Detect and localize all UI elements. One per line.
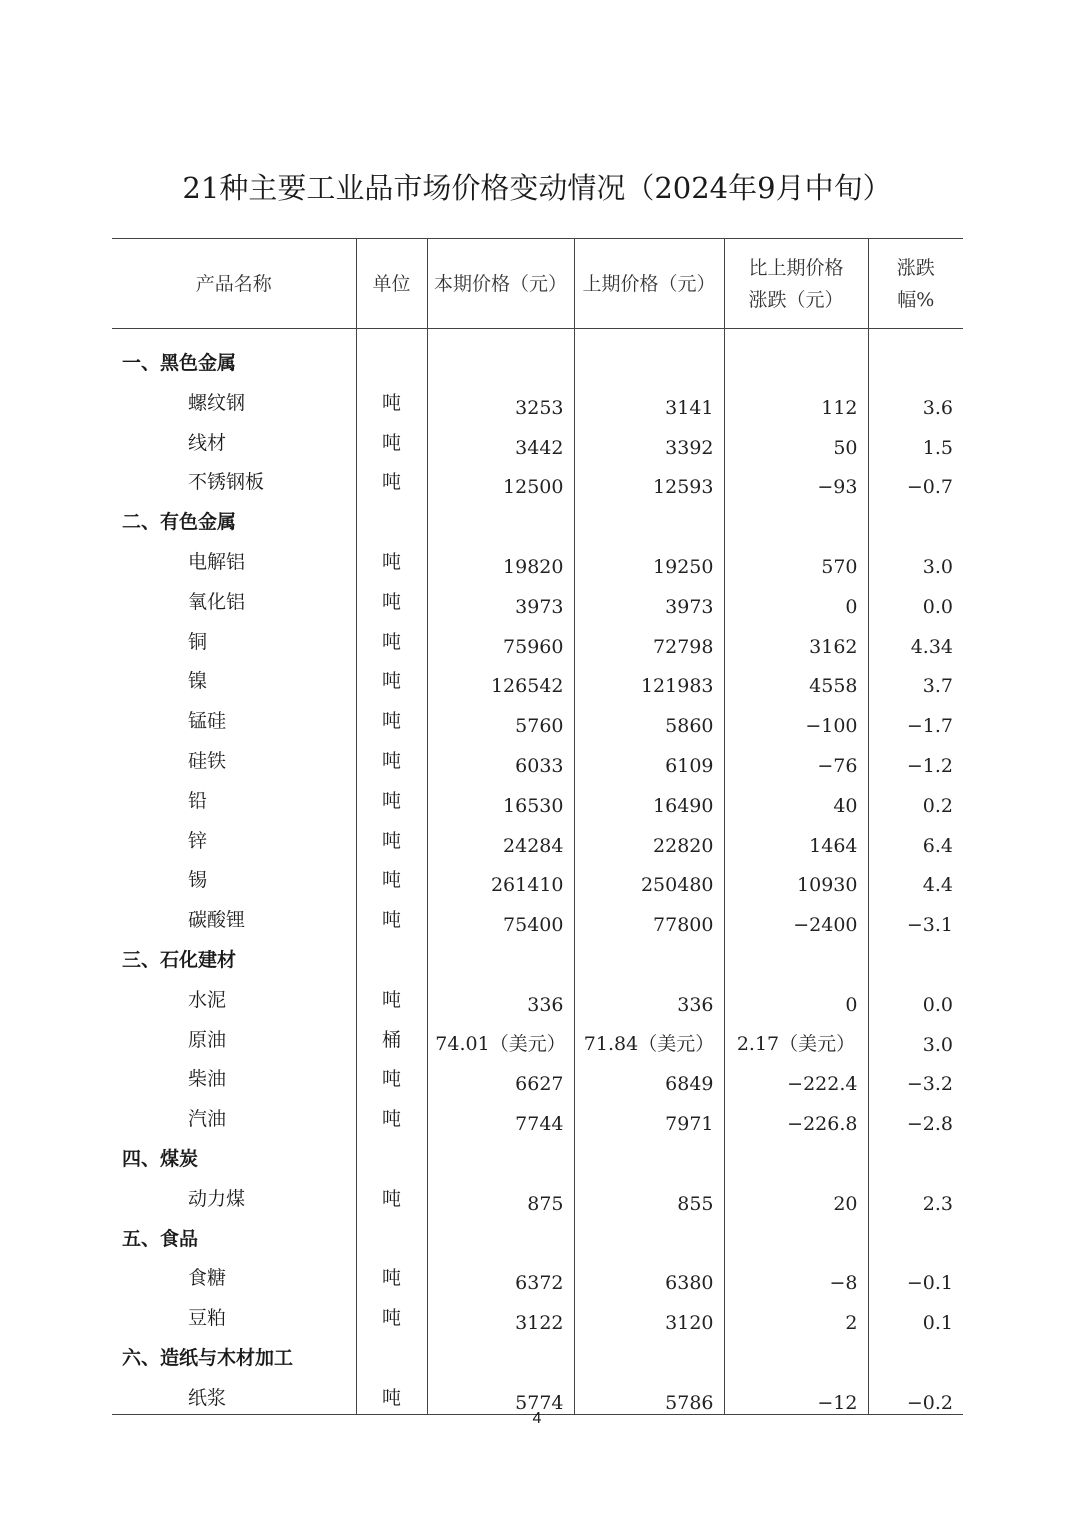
previous-price: 19250 [574, 538, 724, 578]
product-name: 豆粕 [188, 1307, 227, 1330]
previous-price: 3141 [574, 379, 724, 419]
price-change: 2 [724, 1294, 868, 1334]
product-name: 线材 [188, 431, 227, 454]
empty-cell [868, 1334, 963, 1374]
empty-cell [356, 1334, 427, 1374]
unit-cell: 吨 [356, 857, 427, 897]
previous-price: 3120 [574, 1294, 724, 1334]
empty-cell [427, 1215, 574, 1255]
unit-cell: 吨 [356, 777, 427, 817]
unit-cell: 吨 [356, 618, 427, 658]
change-percent: 0.2 [868, 777, 963, 817]
change-percent: 0.0 [868, 578, 963, 618]
header-change-line1: 比上期价格 [748, 256, 844, 279]
product-name: 锡 [188, 869, 208, 892]
empty-cell [574, 1135, 724, 1175]
header-pct-line1: 涨跌 [896, 256, 935, 279]
price-change: 3162 [724, 618, 868, 658]
price-change: −93 [724, 459, 868, 499]
unit-cell: 吨 [356, 1056, 427, 1096]
change-percent: −1.2 [868, 737, 963, 777]
empty-cell [868, 498, 963, 538]
price-change: 0 [724, 976, 868, 1016]
previous-price: 72798 [574, 618, 724, 658]
current-price: 24284 [427, 817, 574, 857]
table-row [112, 618, 963, 658]
product-name: 食糖 [188, 1267, 227, 1290]
previous-price: 6109 [574, 737, 724, 777]
table-header-row [112, 239, 963, 329]
product-name: 铅 [188, 789, 208, 812]
price-change: −226.8 [724, 1095, 868, 1135]
current-price: 3973 [427, 578, 574, 618]
category-name: 六、造纸与木材加工 [122, 1346, 294, 1369]
current-price: 6372 [427, 1255, 574, 1295]
empty-cell [356, 329, 427, 380]
change-percent: 3.7 [868, 658, 963, 698]
category-row [112, 1215, 963, 1255]
product-name: 螺纹钢 [188, 391, 246, 414]
previous-price: 77800 [574, 896, 724, 936]
empty-cell [574, 1334, 724, 1374]
empty-cell [427, 1334, 574, 1374]
empty-cell [574, 936, 724, 976]
product-name: 锰硅 [188, 710, 227, 733]
previous-price: 855 [574, 1175, 724, 1215]
empty-cell [356, 498, 427, 538]
change-percent: 3.6 [868, 379, 963, 419]
unit-cell: 吨 [356, 1175, 427, 1215]
header-current: 本期价格（元） [427, 239, 574, 329]
category-row [112, 498, 963, 538]
page-title: 21种主要工业品市场价格变动情况（2024年9月中旬） [182, 171, 892, 205]
category-name: 二、有色金属 [122, 511, 237, 534]
current-price: 3442 [427, 419, 574, 459]
table-row [112, 658, 963, 698]
unit-cell: 吨 [356, 419, 427, 459]
empty-cell [427, 1135, 574, 1175]
current-price: 7744 [427, 1095, 574, 1135]
previous-price: 7971 [574, 1095, 724, 1135]
current-price: 875 [427, 1175, 574, 1215]
unit-cell: 吨 [356, 976, 427, 1016]
table-row [112, 1294, 963, 1334]
unit-cell: 桶 [356, 1016, 427, 1056]
category-name: 三、石化建材 [122, 948, 237, 971]
table-row [112, 538, 963, 578]
header-change [724, 239, 868, 329]
header-previous: 上期价格（元） [574, 239, 724, 329]
product-name: 氧化铝 [188, 590, 246, 613]
change-percent: −2.8 [868, 1095, 963, 1135]
product-name: 纸浆 [112, 1374, 356, 1414]
table-row [112, 379, 963, 419]
table-row [112, 1175, 963, 1215]
unit-cell: 吨 [356, 817, 427, 857]
previous-price: 16490 [574, 777, 724, 817]
empty-cell [427, 498, 574, 538]
previous-price: 5786 [574, 1374, 724, 1414]
price-change: 20 [724, 1175, 868, 1215]
empty-cell [427, 329, 574, 380]
price-change: 112 [724, 379, 868, 419]
table-row [112, 737, 963, 777]
price-table [112, 238, 963, 1415]
unit-cell: 吨 [356, 1255, 427, 1295]
unit-cell: 吨 [356, 697, 427, 737]
empty-cell [868, 1215, 963, 1255]
unit-cell: 吨 [356, 737, 427, 777]
change-percent: −1.7 [868, 697, 963, 737]
price-change: 10930 [724, 857, 868, 897]
price-change: 570 [724, 538, 868, 578]
header-unit: 单位 [356, 239, 427, 329]
change-percent: 1.5 [868, 419, 963, 459]
change-percent: 6.4 [868, 817, 963, 857]
product-name: 水泥 [188, 988, 227, 1011]
product-name: 电解铝 [188, 550, 246, 573]
change-percent: 0.0 [868, 976, 963, 1016]
table-row [112, 459, 963, 499]
empty-cell [356, 1135, 427, 1175]
price-change: −2400 [724, 896, 868, 936]
previous-price: 336 [574, 976, 724, 1016]
category-name: 四、煤炭 [122, 1147, 199, 1170]
current-price: 74.01（美元） [427, 1016, 574, 1056]
table-row [112, 1056, 963, 1096]
table-row [112, 976, 963, 1016]
empty-cell [574, 498, 724, 538]
unit-cell: 吨 [356, 1294, 427, 1334]
category-row [112, 1334, 963, 1374]
header-name: 产品名称 [112, 239, 356, 329]
category-row [112, 1135, 963, 1175]
price-change: −12 [724, 1374, 868, 1414]
change-percent: 2.3 [868, 1175, 963, 1215]
empty-cell [356, 1215, 427, 1255]
change-percent: 4.34 [868, 618, 963, 658]
table-row [112, 817, 963, 857]
table-row [112, 419, 963, 459]
current-price: 5774 [427, 1374, 574, 1414]
header-pct-line2: 幅% [897, 288, 935, 311]
empty-cell [574, 1215, 724, 1255]
current-price: 16530 [427, 777, 574, 817]
table-row [112, 1016, 963, 1056]
current-price: 261410 [427, 857, 574, 897]
change-percent: −3.2 [868, 1056, 963, 1096]
previous-price: 6380 [574, 1255, 724, 1295]
unit-cell: 吨 [356, 379, 427, 419]
price-change: 50 [724, 419, 868, 459]
product-name: 动力煤 [188, 1187, 246, 1210]
empty-cell [868, 936, 963, 976]
current-price: 5760 [427, 697, 574, 737]
unit-cell: 吨 [356, 896, 427, 936]
category-row [112, 329, 963, 380]
category-name: 五、食品 [122, 1227, 199, 1250]
table-row [112, 578, 963, 618]
product-name: 硅铁 [188, 749, 227, 772]
table-row [112, 1095, 963, 1135]
change-percent: 4.4 [868, 857, 963, 897]
table-row [112, 1374, 963, 1414]
current-price: 6627 [427, 1056, 574, 1096]
product-name: 碳酸锂 [188, 909, 246, 932]
current-price: 12500 [427, 459, 574, 499]
product-name: 铜 [188, 630, 208, 653]
price-change: −100 [724, 697, 868, 737]
empty-cell [724, 1334, 868, 1374]
table-row [112, 857, 963, 897]
price-change: 4558 [724, 658, 868, 698]
previous-price: 71.84（美元） [574, 1016, 724, 1056]
change-percent: −0.7 [868, 459, 963, 499]
empty-cell [574, 329, 724, 380]
previous-price: 12593 [574, 459, 724, 499]
price-change: −8 [724, 1255, 868, 1295]
empty-cell [724, 329, 868, 380]
price-change: 0 [724, 578, 868, 618]
current-price: 3253 [427, 379, 574, 419]
unit-cell: 吨 [356, 1095, 427, 1135]
price-change: −222.4 [724, 1056, 868, 1096]
unit-cell: 吨 [356, 538, 427, 578]
current-price: 126542 [427, 658, 574, 698]
unit-cell: 吨 [356, 459, 427, 499]
price-change: 2.17（美元） [724, 1016, 868, 1056]
unit-cell: 吨 [356, 1374, 427, 1414]
change-percent: −0.2 [868, 1374, 963, 1414]
previous-price: 250480 [574, 857, 724, 897]
empty-cell [868, 1135, 963, 1175]
category-name: 一、黑色金属 [122, 352, 237, 374]
previous-price: 3392 [574, 419, 724, 459]
empty-cell [724, 1215, 868, 1255]
empty-cell [868, 329, 963, 380]
current-price: 75400 [427, 896, 574, 936]
change-percent: 3.0 [868, 1016, 963, 1056]
previous-price: 5860 [574, 697, 724, 737]
current-price: 19820 [427, 538, 574, 578]
price-change: −76 [724, 737, 868, 777]
page-number: 4 [532, 1410, 542, 1427]
current-price: 6033 [427, 737, 574, 777]
previous-price: 3973 [574, 578, 724, 618]
table-body [112, 329, 963, 1415]
unit-cell: 吨 [356, 578, 427, 618]
product-name: 锌 [188, 829, 208, 852]
change-percent: 3.0 [868, 538, 963, 578]
price-change: 1464 [724, 817, 868, 857]
empty-cell [724, 936, 868, 976]
price-change: 40 [724, 777, 868, 817]
table-row [112, 1255, 963, 1295]
empty-cell [724, 498, 868, 538]
change-percent: 0.1 [868, 1294, 963, 1334]
previous-price: 6849 [574, 1056, 724, 1096]
previous-price: 22820 [574, 817, 724, 857]
current-price: 75960 [427, 618, 574, 658]
category-row [112, 936, 963, 976]
table-row [112, 697, 963, 737]
previous-price: 121983 [574, 658, 724, 698]
product-name: 柴油 [188, 1068, 227, 1091]
product-name: 汽油 [188, 1108, 227, 1131]
empty-cell [356, 936, 427, 976]
table-row [112, 896, 963, 936]
product-name: 不锈钢板 [188, 471, 265, 494]
product-name: 镍 [188, 670, 208, 693]
header-pct [868, 239, 963, 329]
product-name: 原油 [188, 1028, 227, 1051]
unit-cell: 吨 [356, 658, 427, 698]
current-price: 336 [427, 976, 574, 1016]
change-percent: −3.1 [868, 896, 963, 936]
empty-cell [427, 936, 574, 976]
table-row [112, 777, 963, 817]
empty-cell [724, 1135, 868, 1175]
current-price: 3122 [427, 1294, 574, 1334]
header-change-line2: 涨跌（元） [748, 288, 844, 311]
change-percent: −0.1 [868, 1255, 963, 1295]
